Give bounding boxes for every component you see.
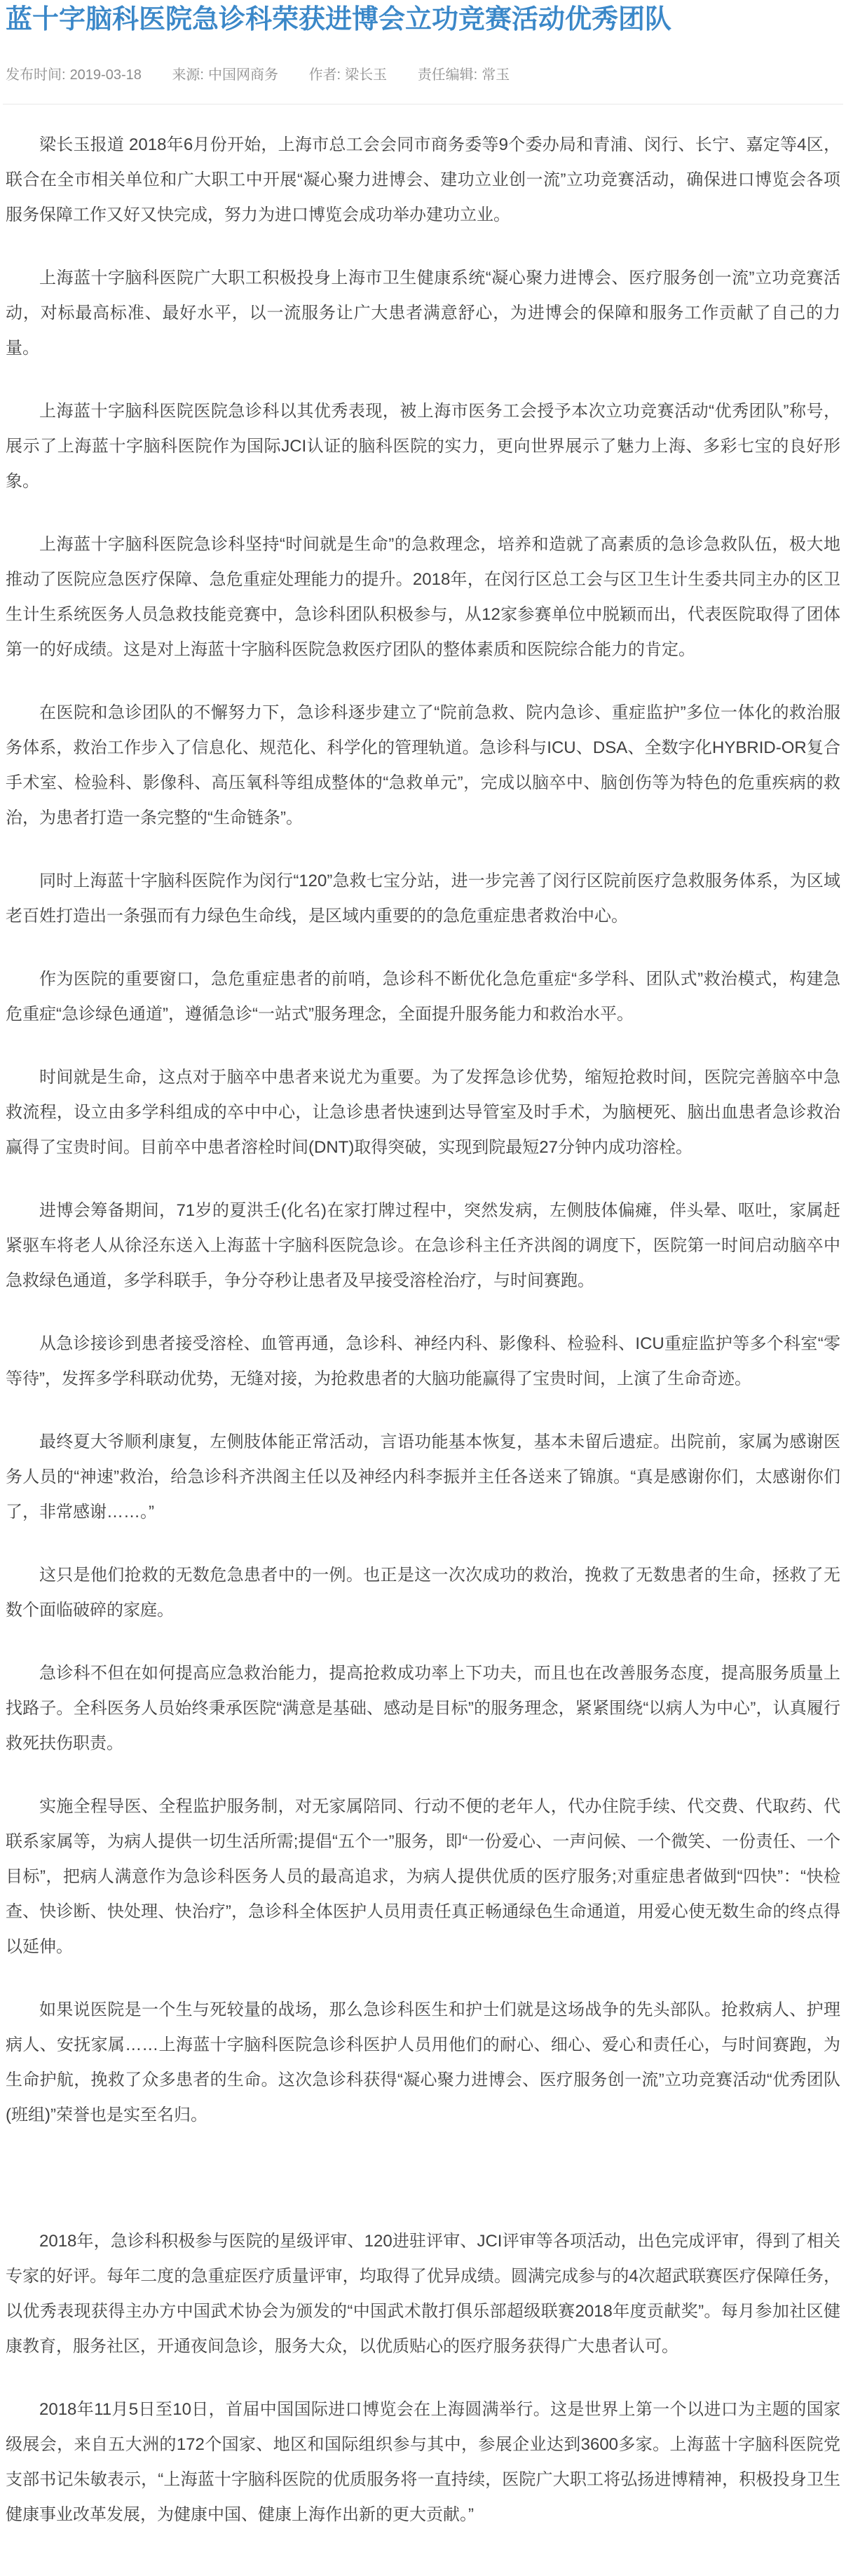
article-source-label: 来源: <box>172 67 204 83</box>
article-paragraph: 这只是他们抢救的无数危急患者中的一例。也正是这一次次成功的救治，挽救了无数患者的生命，拯救了无数个面临破碎的家庭。 <box>6 1566 840 1620</box>
article-paragraph: 实施全程导医、全程监护服务制，对无家属陪同、行动不便的老年人，代办住院手续、代交费、代取药、代联系家属等，为病人提供一切生活所需;提倡“五个一”服务，即“一份爱心、一声问候、一个微笑、一份责任、一个目标”，把病人满意作为急诊科医务人员的最高追求，为病人提供优质的医疗服务;对重症患者做到“四快”：“快检查、快诊断、快处理、快治疗”，急诊科全体医护人员用责任真正畅通绿色生命通道，用爱心使无数生命的终点得以延伸。 <box>6 1797 840 1956</box>
article-editor-label: 责任编辑: <box>417 67 478 83</box>
article-author-label: 作者: <box>308 67 341 83</box>
article-editor-value: 常玉 <box>482 67 510 83</box>
article-paragraph: 在医院和急诊团队的不懈努力下，急诊科逐步建立了“院前急救、院内急诊、重症监护”多位一体化的救治服务体系，救治工作步入了信息化、规范化、科学化的管理轨道。急诊科与ICU、DSA、全数字化HYBRID-OR复合手术室、检验科、影像科、高压氧科等组成整体的“急救单元”，完成以脑卒中、脑创伤等为特色的危重疾病的救治，为患者打造一条完整的“生命链条”。 <box>6 703 840 827</box>
publish-time-value: 2019-03-18 <box>69 67 142 83</box>
page-title: 蓝十字脑科医院急诊科荣获进博会立功竞赛活动优秀团队 <box>6 5 672 34</box>
article-paragraph: 梁长玉报道 2018年6月份开始，上海市总工会会同市商务委等9个委办局和青浦、闵行、长宁、嘉定等4区，联合在全市相关单位和广大职工中开展“凝心聚力进博会、建功立业创一流”立功竞赛活动，确保进口博览会各项服务保障工作又好又快完成，努力为进口博览会成功举办建功立业。 <box>6 135 840 224</box>
article-meta <box>6 67 840 83</box>
article-author-value: 梁长玉 <box>345 67 388 83</box>
article-paragraph: 上海蓝十字脑科医院医院急诊科以其优秀表现，被上海市医务工会授予本次立功竞赛活动“优秀团队”称号，展示了上海蓝十字脑科医院作为国际JCI认证的脑科医院的实力，更向世界展示了魅力上海、多彩七宝的良好形象。 <box>6 402 840 491</box>
article-paragraph: 2018年，急诊科积极参与医院的星级评审、120进驻评审、JCI评审等各项活动，出色完成评审，得到了相关专家的好评。每年二度的急重症医疗质量评审，均取得了优异成绩。圆满完成参与的4次超武联赛医疗保障任务，以优秀表现获得主办方中国武术协会为颁发的“中国武术散打俱乐部超级联赛2018年度贡献奖”。每月参加社区健康教育，服务社区，开通夜间急诊，服务大众，以优质贴心的医疗服务获得广大患者认可。 <box>6 2232 840 2356</box>
article-paragraph: 2018年11月5日至10日，首届中国国际进口博览会在上海圆满举行。这是世界上第一个以进口为主题的国家级展会，来自五大洲的172个国家、地区和国际组织参与其中，参展企业达到3600多家。上海蓝十字脑科医院党支部书记朱敏表示，“上海蓝十字脑科医院的优质服务将一直持续，医院广大职工将弘扬进博精神，积极投身卫生健康事业改革发展，为健康中国、健康上海作出新的更大贡献。” <box>6 2400 840 2524</box>
article-paragraph: 急诊科不但在如何提高应急救治能力，提高抢救成功率上下功夫，而且也在改善服务态度，提高服务质量上找路子。全科医务人员始终秉承医院“满意是基础、感动是目标”的服务理念，紧紧围绕“以病人为中心”，认真履行救死扶伤职责。 <box>6 1664 840 1753</box>
article-source-value: 中国网商务 <box>208 67 278 83</box>
article-paragraph: 从急诊接诊到患者接受溶栓、血管再通，急诊科、神经内科、影像科、检验科、ICU重症监护等多个科室“零等待”，发挥多学科联动优势，无缝对接，为抢救患者的大脑功能赢得了宝贵时间，上演了生命奇迹。 <box>6 1334 840 1388</box>
article-paragraph: 上海蓝十字脑科医院广大职工积极投身上海市卫生健康系统“凝心聚力进博会、医疗服务创一流”立功竞赛活动，对标最高标准、最好水平，以一流服务让广大患者满意舒心，为进博会的保障和服务工作贡献了自己的力量。 <box>6 269 840 358</box>
publish-time-label: 发布时间: <box>6 67 66 83</box>
article-paragraph: 最终夏大爷顺利康复，左侧肢体能正常活动，言语功能基本恢复，基本未留后遗症。出院前，家属为感谢医务人员的“神速”救治，给急诊科齐洪阁主任以及神经内科李振并主任各送来了锦旗。“真是感谢你们，太感谢你们了，非常感谢……。” <box>6 1432 840 1521</box>
article-page <box>0 4 846 2533</box>
article-body <box>6 128 840 2533</box>
article-paragraph: 上海蓝十字脑科医院急诊科坚持“时间就是生命”的急救理念，培养和造就了高素质的急诊急救队伍，极大地推动了医院应急医疗保障、急危重症处理能力的提升。2018年，在闵行区总工会与区卫生计生委共同主办的区卫生计生系统医务人员急救技能竞赛中，急诊科团队积极参与，从12家参赛单位中脱颖而出，代表医院取得了团体第一的好成绩。这是对上海蓝十字脑科医院急救医疗团队的整体素质和医院综合能力的肯定。 <box>6 535 840 659</box>
article-paragraph <box>6 2161 840 2196</box>
article-editor <box>418 67 510 83</box>
publish-time <box>6 67 142 83</box>
article-paragraph: 时间就是生命，这点对于脑卒中患者来说尤为重要。为了发挥急诊优势，缩短抢救时间，医院完善脑卒中急救流程，设立由多学科组成的卒中中心，让急诊患者快速到达导管室及时手术，为脑梗死、脑出血患者急诊救治赢得了宝贵时间。目前卒中患者溶栓时间(DNT)取得突破，实现到院最短27分钟内成功溶栓。 <box>6 1068 840 1157</box>
article-source <box>172 67 278 83</box>
article-paragraph: 进博会筹备期间，71岁的夏洪壬(化名)在家打牌过程中，突然发病，左侧肢体偏瘫，伴头晕、呕吐，家属赶紧驱车将老人从徐泾东送入上海蓝十字脑科医院急诊。在急诊科主任齐洪阁的调度下，医院第一时间启动脑卒中急救绿色通道，多学科联手，争分夺秒让患者及早接受溶栓治疗，与时间赛跑。 <box>6 1201 840 1290</box>
article-paragraph: 作为医院的重要窗口，急危重症患者的前哨，急诊科不断优化急危重症“多学科、团队式”救治模式，构建急危重症“急诊绿色通道”，遵循急诊“一站式”服务理念，全面提升服务能力和救治水平。 <box>6 970 840 1024</box>
article-author <box>309 67 388 83</box>
article-paragraph: 同时上海蓝十字脑科医院作为闵行“120”急救七宝分站，进一步完善了闵行区院前医疗急救服务体系，为区域老百姓打造出一条强而有力绿色生命线，是区域内重要的的急危重症患者救治中心。 <box>6 872 840 926</box>
article-paragraph: 如果说医院是一个生与死较量的战场，那么急诊科医生和护士们就是这场战争的先头部队。抢救病人、护理病人、安抚家属……上海蓝十字脑科医院急诊科医护人员用他们的耐心、细心、爱心和责任心，与时间赛跑，为生命护航，挽救了众多患者的生命。这次急诊科获得“凝心聚力进博会、医疗服务创一流”立功竞赛活动“优秀团队(班组)”荣誉也是实至名归。 <box>6 2000 840 2124</box>
